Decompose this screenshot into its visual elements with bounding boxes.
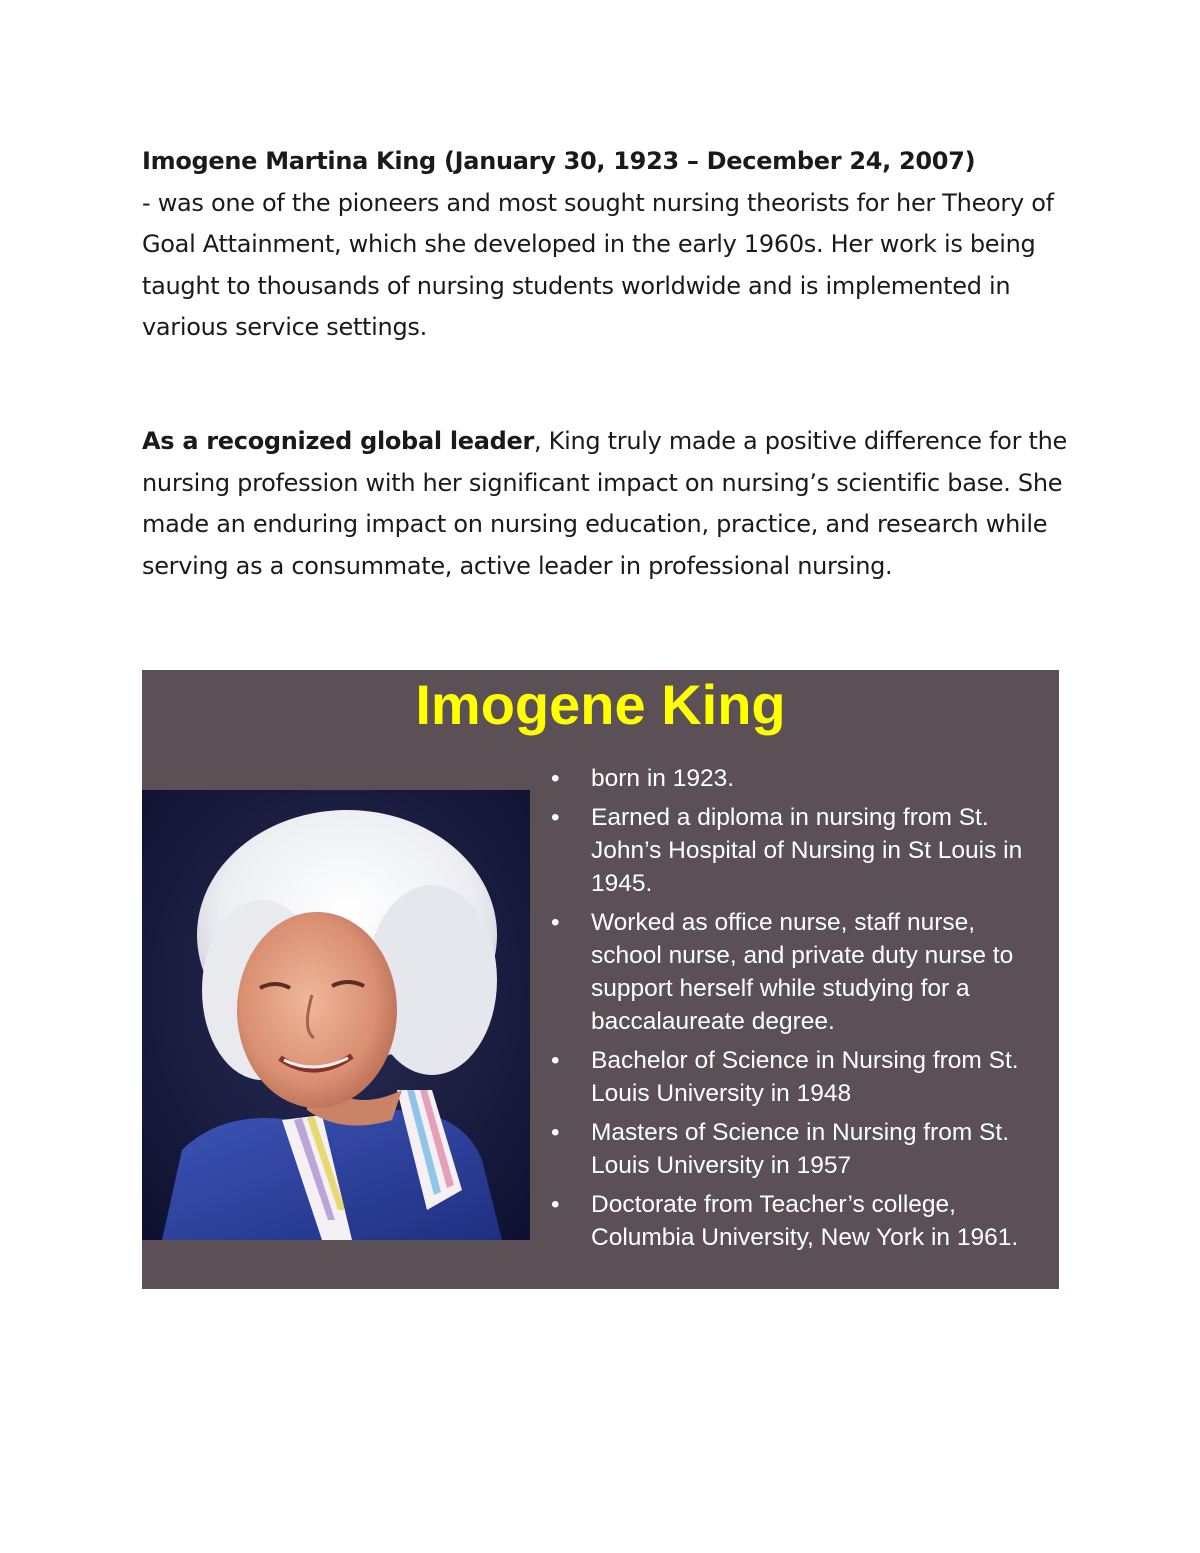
- bullet-glyph: •: [551, 909, 560, 936]
- intro-body: - was one of the pioneers and most sought nursing theorists for her Theory of Goal Attainment, which she developed in the early 1960s. Her work is being taught to thousands of nursing students worldwide and is implemented in various service settings.: [142, 188, 1054, 341]
- embedded-slide: [142, 670, 1059, 1289]
- slide-title: Imogene King: [415, 673, 786, 736]
- leader-bold-lead: As a recognized global leader: [142, 427, 535, 455]
- bullet-glyph: •: [551, 804, 560, 831]
- list-item: • born in 1923.: [547, 762, 1047, 795]
- portrait-image: [142, 790, 530, 1240]
- bullet-glyph: •: [551, 765, 560, 792]
- leader-paragraph: [142, 421, 1072, 587]
- list-item: • Earned a diploma in nursing from St. John’s Hospital of Nursing in St Louis in 1945.: [547, 801, 1047, 900]
- bullet-glyph: •: [551, 1119, 560, 1146]
- list-item: • Worked as office nurse, staff nurse, school nurse, and private duty nurse to support herself while studying for a baccalaureate degree.: [547, 906, 1047, 1038]
- list-item: • Bachelor of Science in Nursing from St. Louis University in 1948: [547, 1044, 1047, 1110]
- intro-paragraph: [142, 141, 1072, 349]
- list-item: • Doctorate from Teacher’s college, Columbia University, New York in 1961.: [547, 1188, 1047, 1254]
- bullet-list: [547, 762, 1047, 1260]
- list-item: • Masters of Science in Nursing from St. Louis University in 1957: [547, 1116, 1047, 1182]
- bullet-glyph: •: [551, 1191, 560, 1218]
- bullet-glyph: •: [551, 1047, 560, 1074]
- leader-body: , King truly made a positive difference for the nursing profession with her significant impact on nursing’s scientific base. She made an enduring impact on nursing education, practice, and research while serving as a consummate, active leader in professional nursing.: [142, 427, 1067, 580]
- intro-heading: Imogene Martina King (January 30, 1923 – December 24, 2007): [142, 147, 976, 175]
